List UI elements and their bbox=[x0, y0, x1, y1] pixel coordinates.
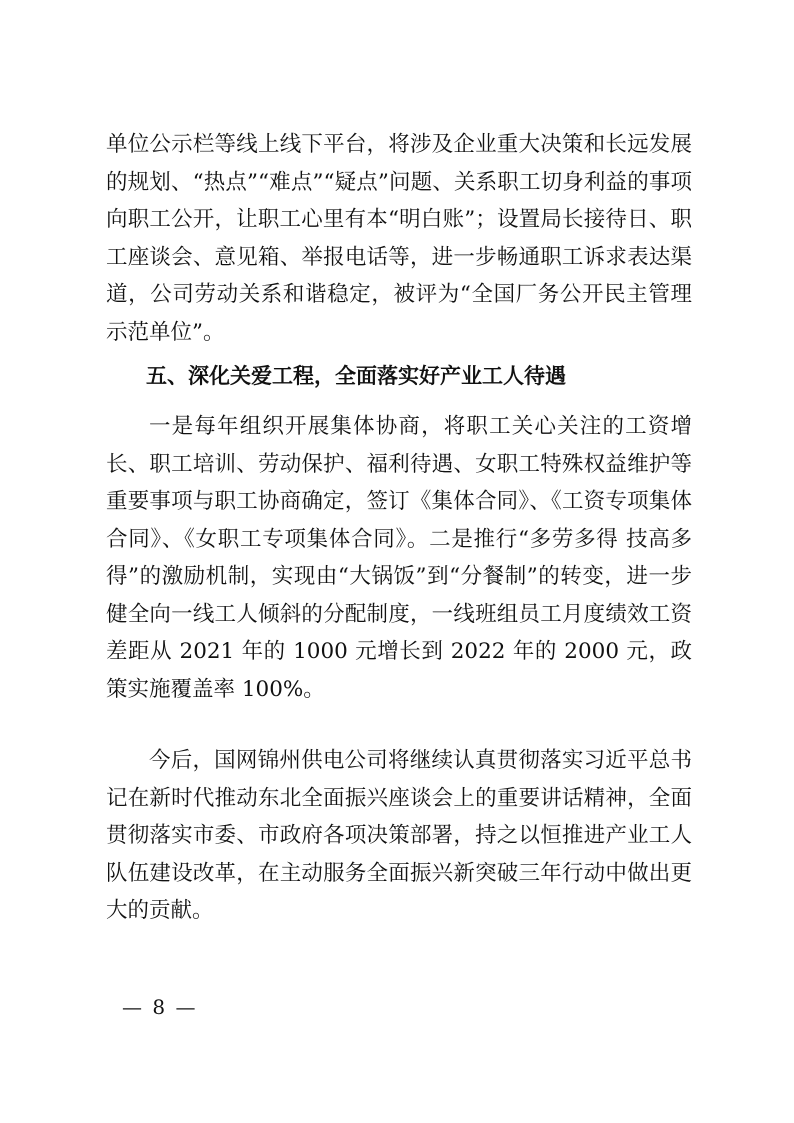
body-paragraph-3: 今后，国网锦州供电公司将继续认真贯彻落实习近平总书记在新时代推动东北全面振兴座谈会上的重要讲话精神，全面贯彻落实市委、市政府各项决策部署，持之以恒推进产业工人队伍建设改革，在主动服务全面振兴新突破三年行动中做出更大的贡献。 bbox=[106, 748, 692, 923]
section-heading: 五、深化关爱工程，全面落实好产业工人待遇 bbox=[146, 364, 566, 388]
body-paragraph-1: 单位公示栏等线上线下平台，将涉及企业重大决策和长远发展的规划、“热点”“难点”“疑点”问题、关系职工切身利益的事项向职工公开，让职工心里有本“明白账”；设置局长接待日、职工座谈会、意见箱、举报电话等，进一步畅通职工诉求表达渠道，公司劳动关系和谐稳定，被评为“全国厂务公开民主管理示范单位”。 bbox=[106, 132, 692, 345]
body-paragraph-2: 一是每年组织开展集体协商，将职工关心关注的工资增长、职工培训、劳动保护、福利待遇、女职工特殊权益维护等重要事项与职工协商确定，签订《集体合同》、《工资专项集体合同》、《女职工专项集体合同》。二是推行“多劳多得 技高多得”的激励机制，实现由“大锅饭”到“分餐制”的转变，进一步健全向一线工人倾斜的分配制度，一线班组员工月度绩效工资差距从 2021 年的 1000 元增长到 2022 年的 2000 元，政策实施覆盖率 100%。 bbox=[106, 414, 692, 702]
page-number: — 8 — bbox=[122, 995, 198, 1019]
